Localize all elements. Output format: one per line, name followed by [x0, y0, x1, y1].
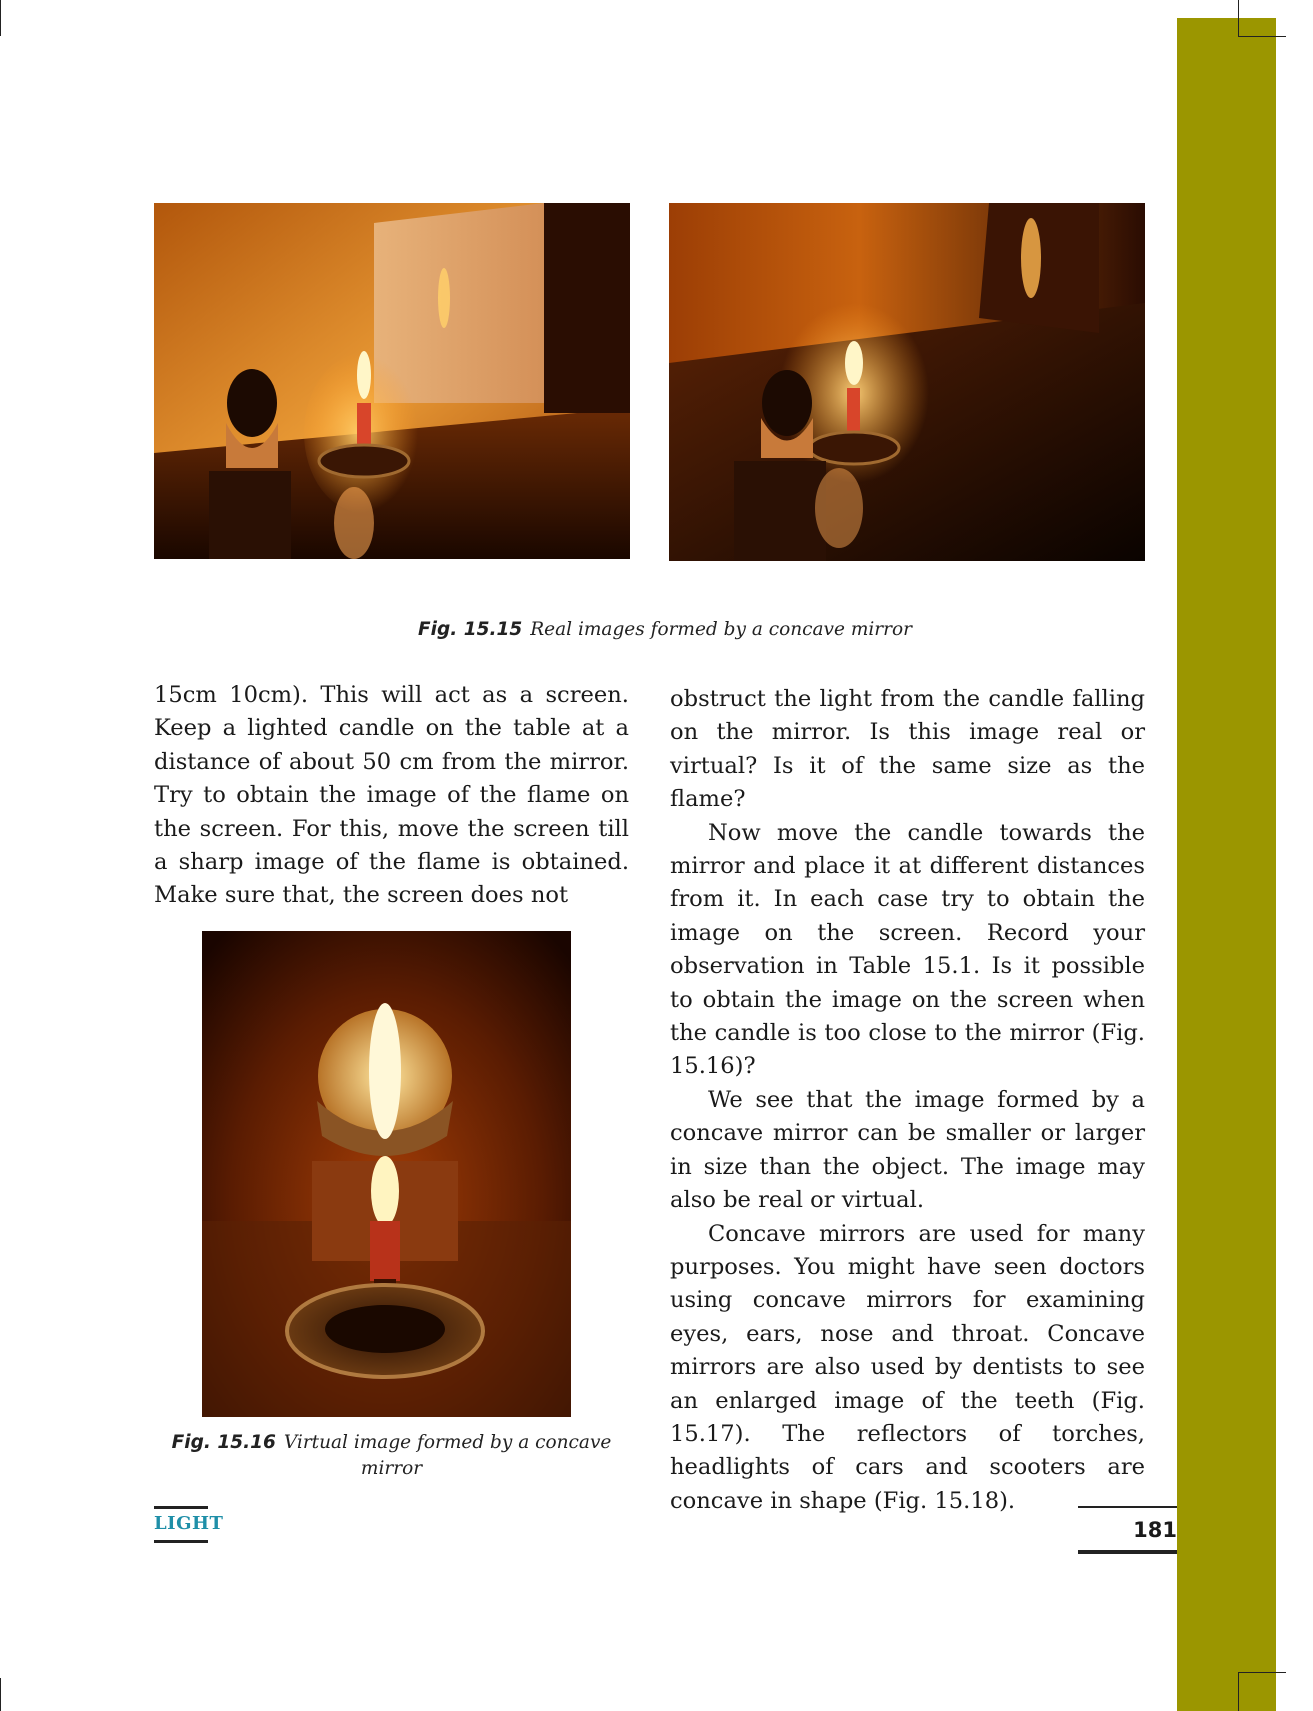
- paragraph: Now move the candle towards the mirror and place it at different distances from it. In each case try to obtain the image on the screen. Record your observation in Table 15.1. Is it possible to obtain the image on the screen when the candle is too close to the mirror (Fig. 15.16)?: [670, 819, 1145, 1080]
- photo-candle-mirror-screen-1: [154, 203, 630, 559]
- crop-mark-top-right-v: [1238, 0, 1239, 36]
- crop-mark-top-right-h: [1238, 36, 1286, 37]
- figure-number: Fig. 15.16: [171, 1432, 276, 1453]
- figure-caption-15-15: [154, 617, 1176, 643]
- footer-rule: [154, 1540, 208, 1543]
- crop-mark-bottom-right-h: [1238, 1672, 1286, 1673]
- left-column-text: [154, 679, 629, 913]
- paragraph: obstruct the light from the candle falling on the mirror. Is this image real or virtual? Is it of the same size as the flame?: [670, 686, 1145, 813]
- footer-page: [1078, 1506, 1177, 1554]
- page-side-band: [1177, 18, 1276, 1711]
- figure-caption-text: Real images formed by a concave mirror: [530, 619, 912, 640]
- chapter-label: LIGHT: [154, 1513, 224, 1534]
- paragraph: 15cm 10cm). This will act as a screen. Keep a lighted candle on the table at a distance of about 50 cm from the mirror. Try to obtain the image of the flame on the screen. For this, move the screen till a sharp image of the flame is obtained. Make sure that, the screen does not: [154, 682, 629, 909]
- figure-caption-text-line2: mirror: [360, 1458, 423, 1479]
- page-number: 181: [1133, 1518, 1177, 1542]
- photo-virtual-image-candle: [202, 931, 571, 1417]
- crop-mark-top-left: [0, 0, 1, 36]
- paragraph: Concave mirrors are used for many purposes. You might have seen doctors using concave mirrors for examining eyes, ears, nose and throat. Concave mirrors are also used by dentists to see an enlarged image of the teeth (Fig. 15.17). The reflectors of torches, headlights of cars and scooters are concave in shape (Fig. 15.18).: [670, 1220, 1145, 1514]
- figure-number: Fig. 15.15: [418, 619, 523, 640]
- figure-caption-15-16: [154, 1430, 629, 1482]
- right-column-text: [670, 683, 1145, 1518]
- figure-caption-text-line1: Virtual image formed by a concave: [283, 1432, 612, 1453]
- footer-chapter: [154, 1506, 224, 1543]
- crop-mark-bottom-right-v: [1238, 1672, 1239, 1711]
- paragraph: We see that the image formed by a concave mirror can be smaller or larger in size than the object. The image may also be real or virtual.: [670, 1086, 1145, 1214]
- footer-rule: [1078, 1550, 1177, 1554]
- crop-mark-bottom-left: [0, 1678, 1, 1711]
- photo-candle-mirror-screen-2: [669, 203, 1145, 561]
